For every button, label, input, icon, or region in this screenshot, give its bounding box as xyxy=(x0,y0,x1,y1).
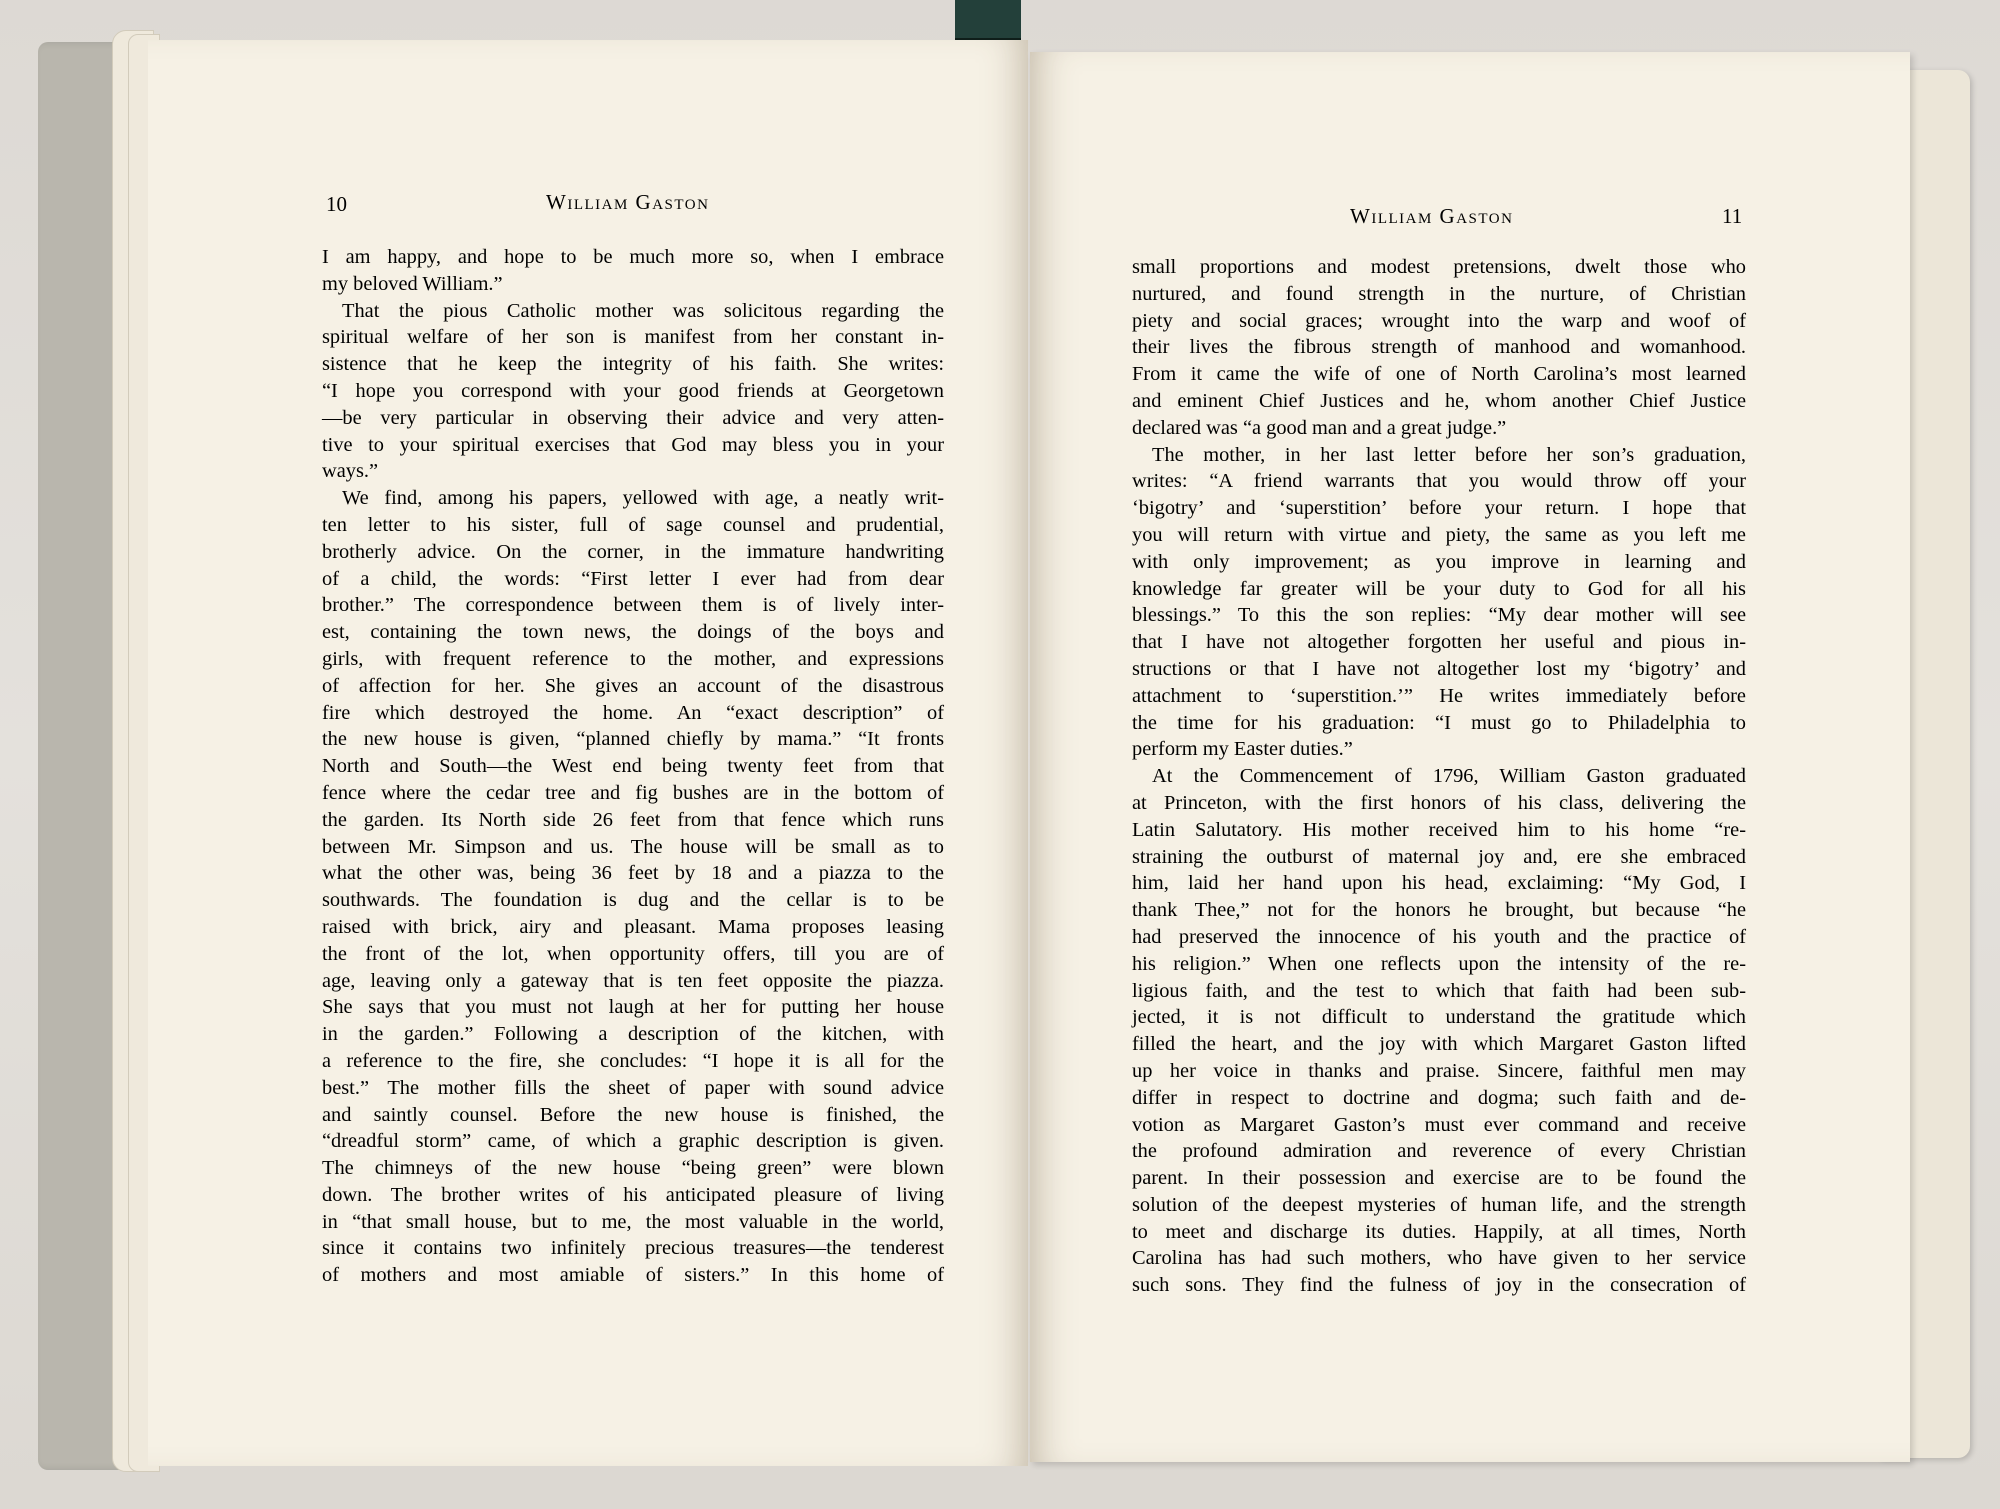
text-line: parent. In their possession and exercise are to be found the xyxy=(1132,1167,1746,1190)
text-line: nurtured, and found strength in the nurture, of Christian xyxy=(1132,282,1746,305)
text-line: writes: “A friend warrants that you would throw off your xyxy=(1132,470,1746,493)
text-line: fence where the cedar tree and fig bushes are in the bottom of xyxy=(322,781,944,804)
text-line: and saintly counsel. Before the new house is finished, the xyxy=(322,1103,944,1126)
spine-ribbon xyxy=(955,0,1021,41)
text-line: “I hope you correspond with your good friends at Georgetown xyxy=(322,379,944,402)
text-line: the profound admiration and reverence of every Christian xyxy=(1132,1140,1746,1163)
text-line: fire which destroyed the home. An “exact description” of xyxy=(322,701,944,724)
text-line: “dreadful storm” came, of which a graphic description is given. xyxy=(322,1130,944,1153)
text-line: in “that small house, but to me, the most valuable in the world, xyxy=(322,1210,944,1233)
text-line: his religion.” When one reflects upon the intensity of the re- xyxy=(1132,952,1746,975)
text-line: girls, with frequent reference to the mother, and expressions xyxy=(322,647,944,670)
text-line: perform my Easter duties.” xyxy=(1132,738,1353,761)
text-line: filled the heart, and the joy with which Margaret Gaston lifted xyxy=(1132,1033,1746,1056)
text-line: the new house is given, “planned chiefly by mama.” “It fronts xyxy=(322,728,944,751)
text-line: age, leaving only a gateway that is ten feet opposite the piazza. xyxy=(322,969,944,992)
text-line: raised with brick, airy and pleasant. Mama proposes leasing xyxy=(322,915,944,938)
left-running-head: William Gaston xyxy=(546,190,710,214)
text-line: their lives the fibrous strength of manhood and womanhood. xyxy=(1132,336,1746,359)
text-line: ligious faith, and the test to which that faith had been sub- xyxy=(1132,979,1746,1002)
text-line: best.” The mother fills the sheet of paper with sound advice xyxy=(322,1076,944,1099)
text-line: southwards. The foundation is dug and the cellar is to be xyxy=(322,889,944,912)
text-line: North and South—the West end being twenty feet from that xyxy=(322,755,944,778)
text-line: what the other was, being 36 feet by 18 and a piazza to the xyxy=(322,862,944,885)
text-line: small proportions and modest pretensions, dwelt those who xyxy=(1132,256,1746,278)
text-line: the front of the lot, when opportunity offers, till you are of xyxy=(322,942,944,965)
text-line: jected, it is not difficult to understand the gratitude which xyxy=(1132,1006,1746,1029)
right-page-body xyxy=(1132,254,1746,1299)
text-line: blessings.” To this the son replies: “My dear mother will see xyxy=(1132,604,1746,627)
text-line: votion as Margaret Gaston’s must ever command and receive xyxy=(1132,1113,1746,1136)
text-line: The mother, in her last letter before her son’s graduation, xyxy=(1152,443,1746,466)
text-line: I am happy, and hope to be much more so, when I embrace xyxy=(322,246,944,268)
text-line: brother.” The correspondence between them is of lively inter- xyxy=(322,594,944,617)
text-line: my beloved William.” xyxy=(322,272,503,295)
text-line: down. The brother writes of his anticipated pleasure of living xyxy=(322,1183,944,1206)
text-line: that I have not altogether forgotten her useful and pious in- xyxy=(1132,631,1746,654)
text-line: From it came the wife of one of North Carolina’s most learned xyxy=(1132,363,1746,386)
text-line: differ in respect to doctrine and dogma; such faith and de- xyxy=(1132,1086,1746,1109)
text-line: in the garden.” Following a description of the kitchen, with xyxy=(322,1023,944,1046)
text-line: of mothers and most amiable of sisters.” In this home of xyxy=(322,1264,944,1287)
text-line: and eminent Chief Justices and he, whom another Chief Justice xyxy=(1132,389,1746,412)
text-line: the time for his graduation: “I must go to Philadelphia to xyxy=(1132,711,1746,734)
right-page-number: 11 xyxy=(1722,204,1743,228)
text-line: spiritual welfare of her son is manifest from her constant in- xyxy=(322,326,944,349)
text-line: solution of the deepest mysteries of human life, and the strength xyxy=(1132,1193,1746,1216)
text-line: Latin Salutatory. His mother received him to his home “re- xyxy=(1132,818,1746,841)
text-line: structions or that I have not altogether lost my ‘bigotry’ and xyxy=(1132,657,1746,680)
left-page-body xyxy=(322,244,944,1289)
text-line: declared was “a good man and a great judge.” xyxy=(1132,416,1507,439)
text-line: The chimneys of the new house “being green” were blown xyxy=(322,1157,944,1180)
text-line: ten letter to his sister, full of sage counsel and prudential, xyxy=(322,513,944,536)
text-line: thank Thee,” not for the honors he brought, but because “he xyxy=(1132,899,1746,922)
text-line: you will return with virtue and piety, the same as you left me xyxy=(1132,523,1746,546)
text-line: piety and social graces; wrought into the warp and woof of xyxy=(1132,309,1746,332)
text-line: at Princeton, with the first honors of his class, delivering the xyxy=(1132,791,1746,814)
text-line: with only improvement; as you improve in learning and xyxy=(1132,550,1746,573)
text-line: At the Commencement of 1796, William Gaston graduated xyxy=(1152,765,1746,788)
text-line: to meet and discharge its duties. Happily, at all times, North xyxy=(1132,1220,1746,1243)
right-running-head: William Gaston xyxy=(1350,204,1514,228)
text-line: attachment to ‘superstition.’” He writes immediately before xyxy=(1132,684,1746,707)
text-line: the garden. Its North side 26 feet from that fence which runs xyxy=(322,808,944,831)
text-line: Carolina has had such mothers, who have given to her service xyxy=(1132,1247,1746,1270)
text-line: brotherly advice. On the corner, in the immature handwriting xyxy=(322,540,944,563)
text-line: That the pious Catholic mother was solicitous regarding the xyxy=(342,299,944,322)
text-line: of affection for her. She gives an account of the disastrous xyxy=(322,674,944,697)
text-line: since it contains two infinitely precious treasures—the tenderest xyxy=(322,1237,944,1260)
text-line: such sons. They find the fulness of joy in the consecration of xyxy=(1132,1274,1746,1297)
text-line: up her voice in thanks and praise. Sincere, faithful men may xyxy=(1132,1059,1746,1082)
text-line: had preserved the innocence of his youth and the practice of xyxy=(1132,925,1746,948)
text-line: between Mr. Simpson and us. The house will be small as to xyxy=(322,835,944,858)
text-line: tive to your spiritual exercises that God may bless you in your xyxy=(322,433,944,456)
text-line: ‘bigotry’ and ‘superstition’ before your return. I hope that xyxy=(1132,497,1746,520)
text-line: knowledge far greater will be your duty to God for all his xyxy=(1132,577,1746,600)
text-line: She says that you must not laugh at her for putting her house xyxy=(322,996,944,1019)
text-line: ways.” xyxy=(322,460,379,483)
text-line: straining the outburst of maternal joy and, ere she embraced xyxy=(1132,845,1746,868)
left-page-number: 10 xyxy=(326,192,347,216)
text-line: We find, among his papers, yellowed with age, a neatly writ- xyxy=(342,487,944,510)
text-line: est, containing the town news, the doings of the boys and xyxy=(322,621,944,644)
text-line: —be very particular in observing their advice and very atten- xyxy=(322,406,944,429)
text-line: sistence that he keep the integrity of his faith. She writes: xyxy=(322,353,944,376)
text-line: a reference to the fire, she concludes: “I hope it is all for the xyxy=(322,1049,944,1072)
text-line: him, laid her hand upon his head, exclaiming: “My God, I xyxy=(1132,872,1746,895)
text-line: of a child, the words: “First letter I ever had from dear xyxy=(322,567,944,590)
